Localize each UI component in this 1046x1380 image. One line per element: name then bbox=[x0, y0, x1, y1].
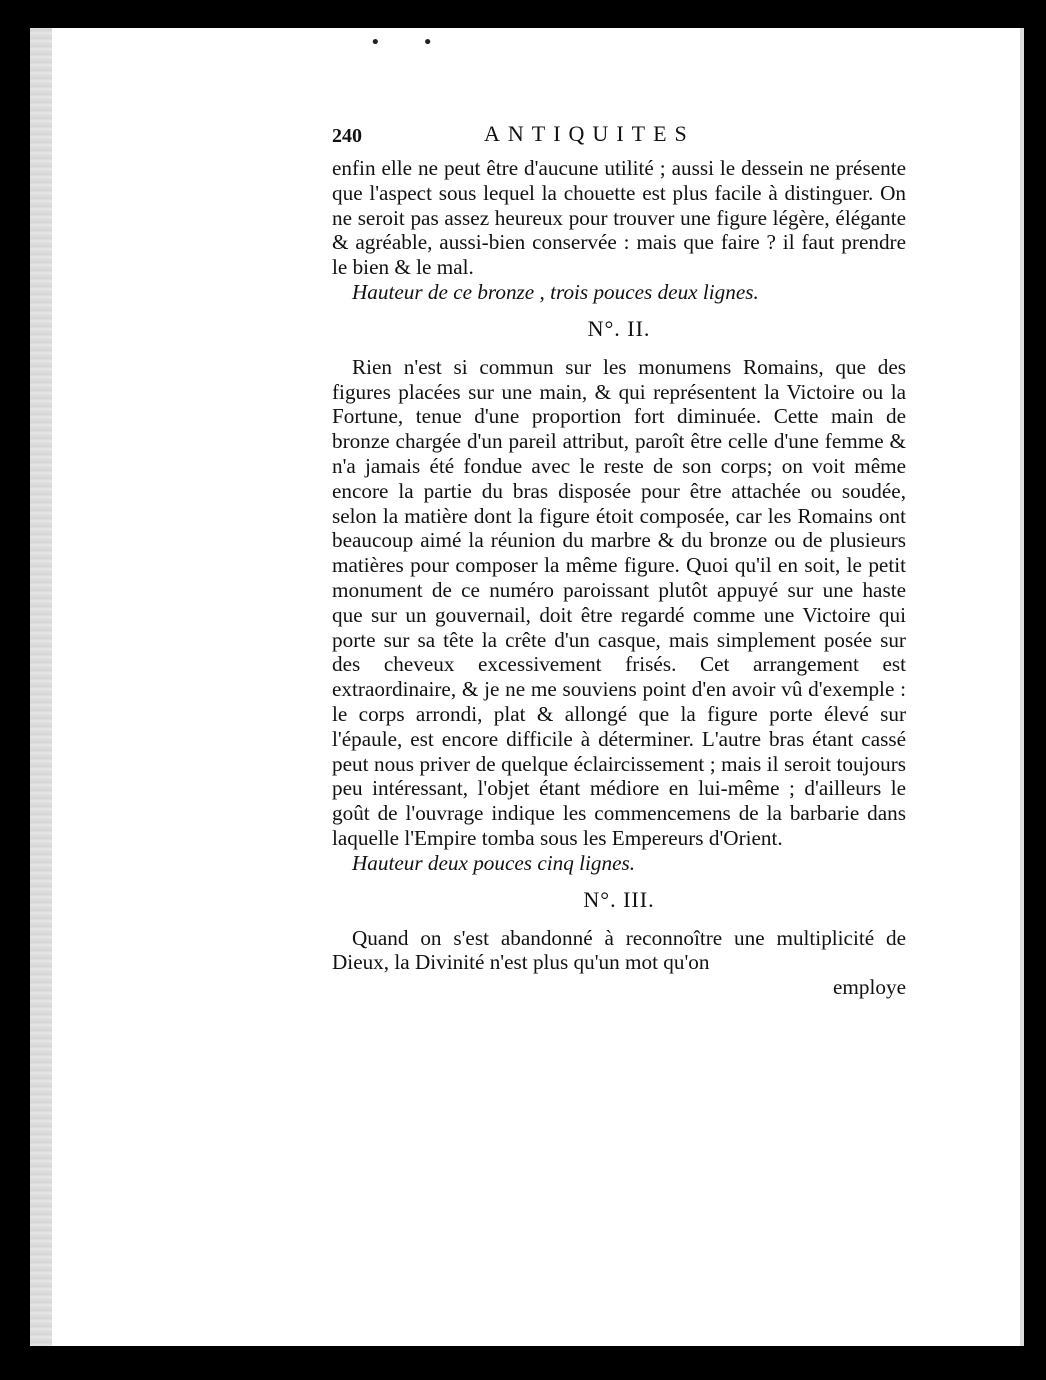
page-number: 240 bbox=[332, 125, 362, 147]
intro-paragraph: enfin elle ne peut être d'aucune utilité ; aussi le dessein ne présente que l'aspect sous lequel la chouette est plus facile à distinguer. On ne seroit pas assez heureux pour trouver une figure légère, élégante & agréable, aussi-bien conservée : mais que faire ? il faut prendre le bien & le mal. bbox=[332, 156, 906, 280]
catchword-row bbox=[332, 975, 906, 1000]
main-paragraph: Rien n'est si commun sur les monumens Romains, que des figures placées sur une main, & qui représentent la Victoire ou la Fortune, tenue d'une proportion fort diminuée. Cette main de bronze chargée d'un pareil attribut, paroît être celle d'une femme & n'a jamais été fondue avec le reste de son corps; on voit même encore la partie du bras disposée pour être attachée ou soudée, selon la matière dont la figure étoit composée, car les Romains ont beaucoup aimé la réunion du marbre & du bronze ou de plusieurs matières pour composer la même figure. Quoi qu'il en soit, le petit monument de ce numéro paroissant plutôt appuyé sur une haste que sur un gouvernail, doit être regardé comme une Victoire qui porte sur sa tête la crête d'un casque, mais simplement posée sur des cheveux excessivement frisés. Cet arrangement est extraordinaire, & je ne me souviens point d'en avoir vû d'exemple : le corps arrondi, plat & allongé que la figure porte élevé sur l'épaule, est encore difficile à déterminer. L'autre bras étant cassé peut nous priver de quelque éclaircissement ; mais il seroit toujours peu intéressant, l'objet étant médiore en lui-même ; d'ailleurs le goût de l'ouvrage indique les commencemens de la barbarie dans laquelle l'Empire tomba sous les Empereurs d'Orient. bbox=[332, 354, 906, 850]
scan-right-edge bbox=[1020, 28, 1024, 1346]
scanned-page bbox=[30, 28, 1024, 1346]
ink-marks: • • bbox=[370, 32, 451, 53]
section-heading-2: N°. II. bbox=[587, 315, 651, 341]
text-block bbox=[332, 122, 906, 1000]
scan-edge-shadow bbox=[30, 28, 52, 1346]
main-height-line: Hauteur deux pouces cinq lignes. bbox=[352, 850, 636, 875]
intro-height-line: Hauteur de ce bronze , trois pouces deux lignes. bbox=[352, 279, 759, 304]
running-head: ANTIQUITES bbox=[484, 121, 695, 146]
section-heading-3: N°. III. bbox=[583, 886, 655, 912]
final-paragraph: Quand on s'est abandonné à reconnoître une multiplicité de Dieux, la Divinité n'est plus qu'un mot qu'on bbox=[332, 925, 906, 975]
page-header bbox=[332, 122, 906, 152]
catchword: employe bbox=[833, 975, 906, 1000]
